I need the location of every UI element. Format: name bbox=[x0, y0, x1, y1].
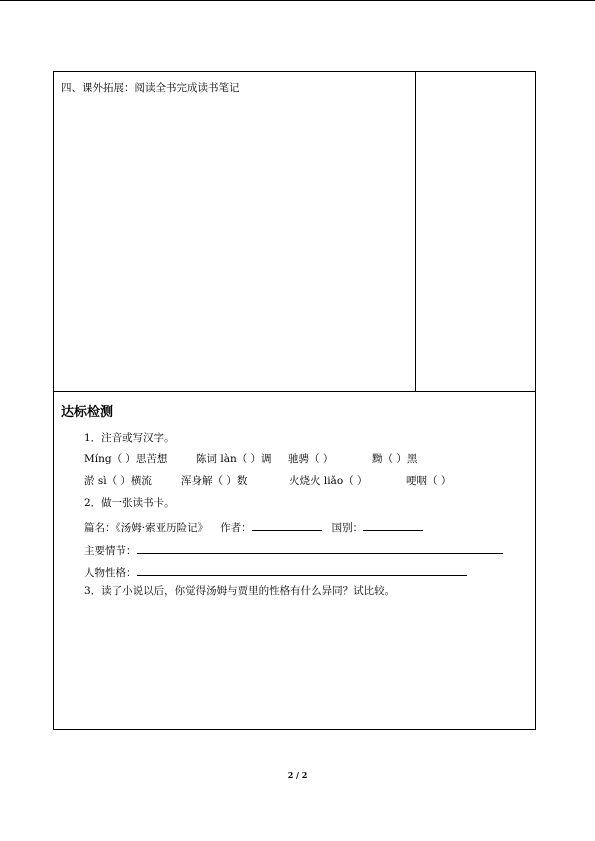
author-blank[interactable] bbox=[252, 519, 322, 531]
card-plot-label: 主要情节： bbox=[84, 545, 137, 557]
country-blank[interactable] bbox=[363, 519, 423, 531]
card-character-label: 人物性格： bbox=[84, 567, 137, 579]
card-character-line bbox=[84, 564, 467, 580]
q1-item: 火烧火 liǎo（ ） bbox=[289, 475, 368, 487]
q1-item: Míng（ ）思苦想 bbox=[84, 453, 168, 465]
card-title-label: 篇名：《汤姆·索亚历险记》 bbox=[84, 522, 209, 534]
card-author-label: 作者： bbox=[220, 522, 252, 534]
q1-item: 浑身解（ ）数 bbox=[181, 475, 248, 487]
worksheet-table bbox=[53, 71, 536, 730]
plot-blank[interactable] bbox=[137, 542, 503, 554]
q1-item: 淤 sì（ ）横流 bbox=[84, 475, 152, 487]
q2-prompt: 2．做一张读书卡。 bbox=[84, 497, 175, 509]
column-divider bbox=[415, 72, 416, 391]
check-heading: 达标检测 bbox=[61, 405, 114, 420]
card-country-label: 国别： bbox=[331, 522, 364, 534]
row-divider bbox=[54, 391, 535, 392]
q1-item: 陈词 làn（ ）调 bbox=[196, 453, 272, 465]
q3-prompt: 3．读了小说以后，你觉得汤姆与贾里的性格有什么异同？试比较。 bbox=[84, 585, 396, 597]
top-rule bbox=[0, 0, 595, 1]
section4-title: 四、课外拓展：阅读全书完成读书笔记 bbox=[61, 82, 240, 94]
q1-item: 驰骋（ ） bbox=[288, 453, 334, 465]
q1-prompt: 1．注音或写汉字。 bbox=[84, 432, 175, 444]
q1-item: 黝（ ）黑 bbox=[372, 453, 418, 465]
page-number: 2 / 2 bbox=[287, 770, 308, 780]
character-blank[interactable] bbox=[137, 564, 467, 576]
q1-item: 哽咽（ ） bbox=[406, 475, 452, 487]
card-title-line bbox=[84, 519, 423, 535]
card-plot-line bbox=[84, 542, 503, 558]
